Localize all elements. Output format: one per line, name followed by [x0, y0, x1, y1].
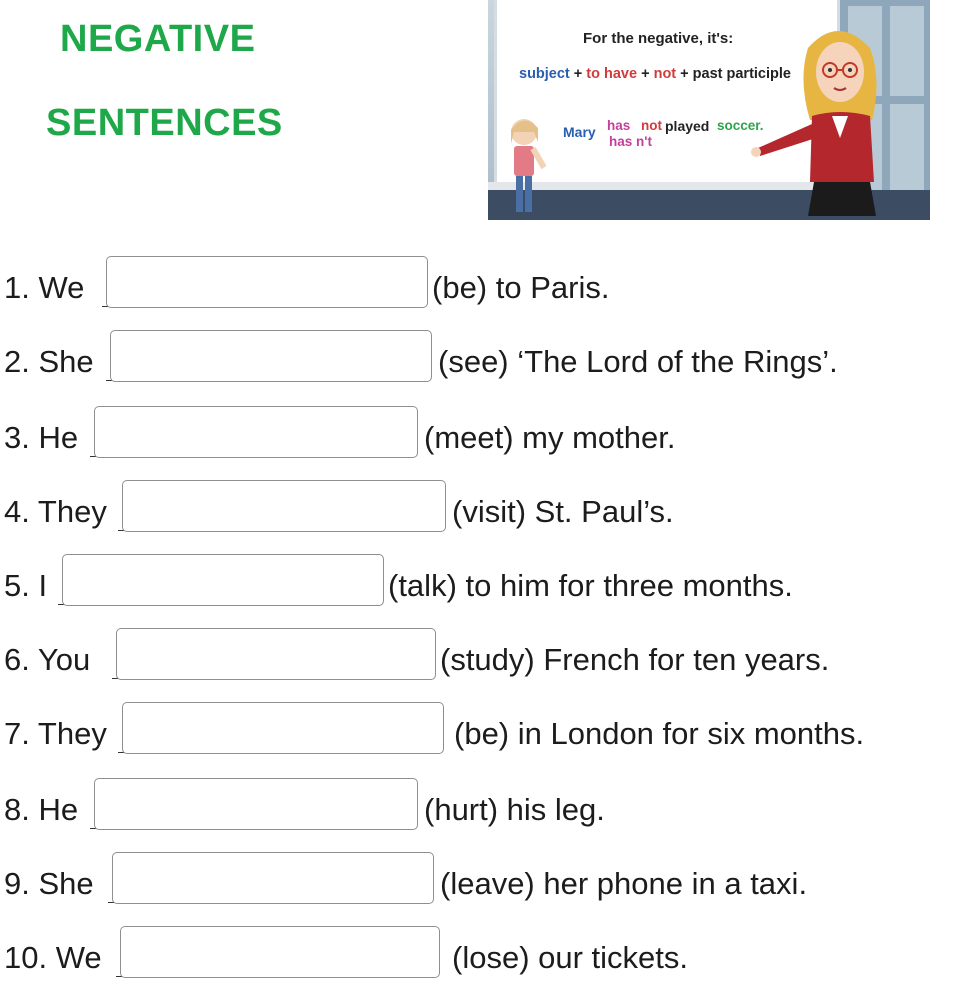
exercise-item [0, 550, 966, 610]
exercise-verb-hint: (talk) to him for three months. [388, 568, 793, 603]
exercise-verb-hint: (leave) her phone in a taxi. [440, 866, 808, 901]
answer-input[interactable] [122, 480, 446, 532]
example-name: Mary [563, 124, 596, 140]
answer-input[interactable] [94, 778, 418, 830]
answer-input[interactable] [94, 406, 418, 458]
answer-input[interactable] [112, 852, 434, 904]
exercise-verb-hint: (visit) St. Paul’s. [452, 494, 674, 529]
exercise-item [0, 698, 966, 758]
answer-input[interactable] [120, 926, 440, 978]
exercise-item [0, 848, 966, 908]
girl-figure-icon [502, 112, 546, 220]
exercise-verb-hint: (be) in London for six months. [454, 716, 865, 751]
exercise-verb-hint: (hurt) his leg. [424, 792, 605, 827]
exercise-prefix: 2. She [4, 344, 94, 379]
exercise-item [0, 252, 966, 312]
exercise-prefix: 6. You [4, 642, 91, 677]
exercise-item [0, 774, 966, 834]
example-not: not [641, 118, 662, 133]
exercise-verb-hint: (be) to Paris. [432, 270, 610, 305]
exercise-prefix: 5. I [4, 568, 48, 603]
board-header: For the negative, it's: [583, 30, 734, 47]
title-sentences: SENTENCES [46, 102, 283, 144]
formula-plus: + [680, 66, 689, 82]
exercise-prefix: 10. We [4, 940, 102, 975]
exercise-verb-hint: (meet) my mother. [424, 420, 676, 455]
exercise-prefix: 8. He [4, 792, 79, 827]
exercise-item [0, 402, 966, 462]
exercise-verb-hint: (study) French for ten years. [440, 642, 830, 677]
exercise-verb-hint: (see) ‘The Lord of the Rings’. [438, 344, 838, 379]
exercise-item [0, 624, 966, 684]
exercise-prefix: 7. They [4, 716, 107, 751]
formula-subject: subject [519, 66, 570, 82]
exercise-prefix: 4. They [4, 494, 107, 529]
formula-plus: + [573, 66, 583, 82]
exercise-prefix: 1. We [4, 270, 85, 305]
formula-plus: + [641, 66, 650, 82]
answer-input[interactable] [122, 702, 444, 754]
example-hasnt: has n't [609, 134, 652, 149]
formula-to-have: to have [586, 66, 638, 82]
title-negative: NEGATIVE [60, 18, 256, 60]
answer-input[interactable] [62, 554, 384, 606]
formula-past-participle: past participle [692, 66, 791, 82]
answer-input[interactable] [116, 628, 436, 680]
answer-input[interactable] [106, 256, 428, 308]
exercise-verb-hint: (lose) our tickets. [452, 940, 689, 975]
exercise-prefix: 9. She [4, 866, 94, 901]
grammar-illustration [488, 0, 930, 220]
example-has: has [607, 118, 631, 133]
example-played: played [665, 118, 710, 134]
exercise-prefix: 3. He [4, 420, 79, 455]
exercise-item [0, 922, 966, 982]
example-soccer: soccer. [717, 118, 764, 133]
exercise-item [0, 476, 966, 536]
formula-not: not [653, 66, 677, 82]
teacher-figure-icon [750, 20, 900, 220]
exercise-item [0, 326, 966, 386]
answer-input[interactable] [110, 330, 432, 382]
